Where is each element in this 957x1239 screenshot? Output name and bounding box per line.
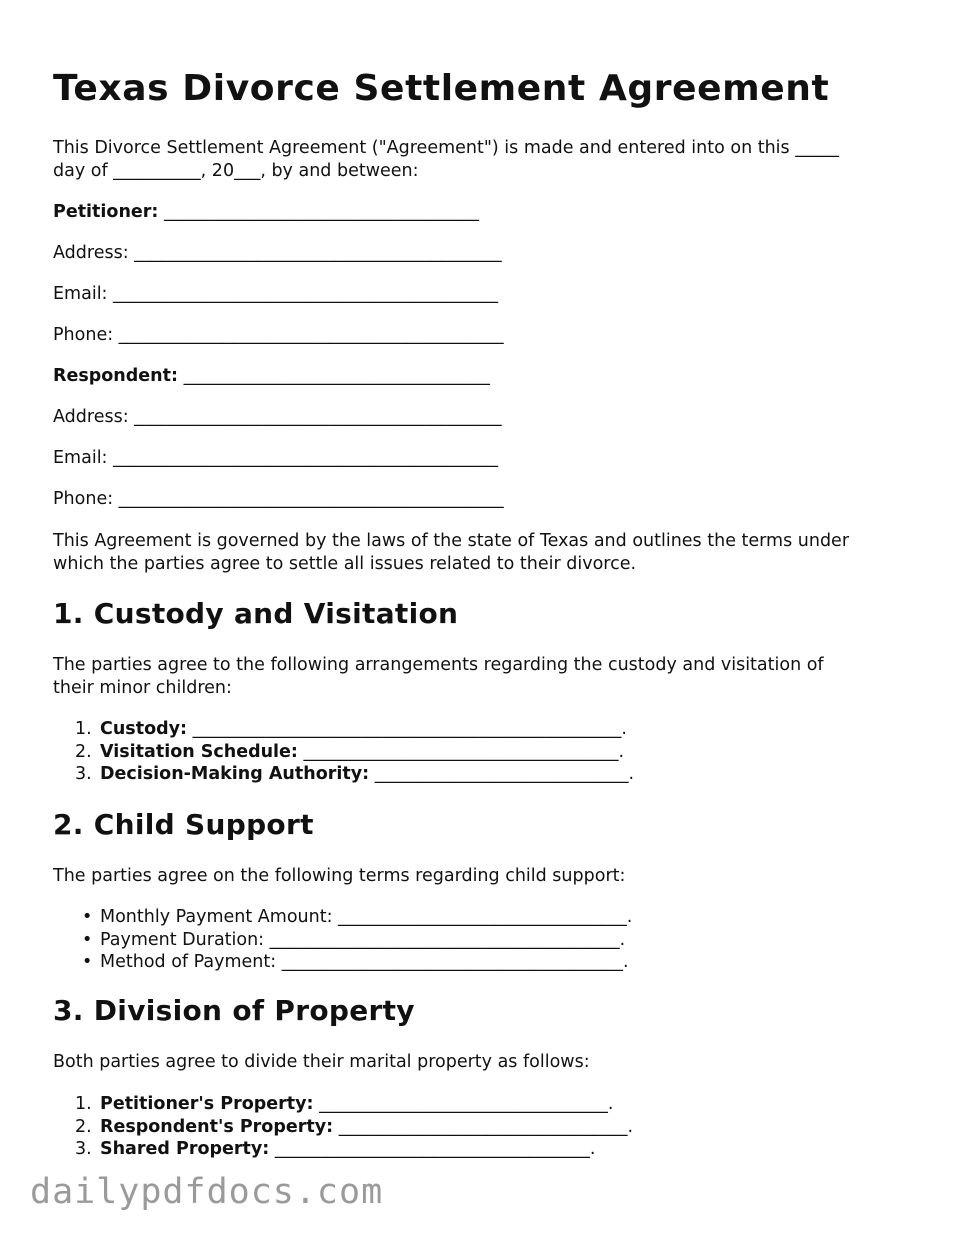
list-item: • Method of Payment: _______________________________________.	[82, 952, 629, 972]
petitioner-label: Petitioner:	[53, 202, 159, 222]
intro-line-2: day of __________, 20___, by and between:	[53, 161, 419, 181]
respondent-blank: ___________________________________	[183, 366, 490, 386]
petitioner-phone: Phone: ____________________________________________	[53, 325, 504, 345]
list-item: 3. Decision-Making Authority: _____________________________.	[75, 764, 635, 784]
petitioner-blank: ____________________________________	[163, 202, 479, 222]
list-item: 3. Shared Property: ____________________________________.	[75, 1139, 596, 1159]
petitioner-address: Address: __________________________________________	[53, 243, 502, 263]
list-item: 1. Custody: _________________________________________________.	[75, 719, 627, 739]
governing-line-1: This Agreement is governed by the laws of the state of Texas and outlines the terms under	[53, 531, 850, 551]
respondent-label: Respondent:	[53, 366, 178, 386]
watermark: dailypdfdocs.com	[30, 1172, 384, 1212]
list-item: 2. Respondent's Property: _________________________________.	[75, 1116, 634, 1137]
list-item: 2. Visitation Schedule: ____________________________________.	[75, 741, 625, 762]
property-list	[53, 1093, 633, 1161]
section1-text-1: The parties agree to the following arrangements regarding the custody and visitation of	[53, 655, 824, 675]
list-item: 1. Petitioner's Property: _________________________________.	[75, 1094, 614, 1114]
list-item: • Payment Duration: ________________________________________.	[82, 929, 626, 950]
section-heading-property: 3. Division of Property	[53, 994, 415, 1027]
section3-text-1: Both parties agree to divide their marital property as follows:	[53, 1052, 590, 1072]
section1-text-2: their minor children:	[53, 678, 232, 698]
governing-line-2: which the parties agree to settle all issues related to their divorce.	[53, 554, 637, 574]
respondent-address: Address: __________________________________________	[53, 407, 502, 427]
intro-line-1: This Divorce Settlement Agreement ("Agreement") is made and entered into on this _____	[53, 138, 839, 158]
section-heading-custody: 1. Custody and Visitation	[53, 597, 459, 630]
section-heading-child-support: 2. Child Support	[53, 808, 314, 841]
document-title: Texas Divorce Settlement Agreement	[53, 68, 830, 109]
respondent-email: Email: ____________________________________________	[53, 448, 499, 468]
child-support-list	[53, 906, 632, 974]
section2-text-1: The parties agree on the following terms regarding child support:	[53, 866, 626, 886]
respondent-phone: Phone: ____________________________________________	[53, 489, 504, 509]
list-item: • Monthly Payment Amount: _________________________________.	[82, 907, 633, 927]
respondent-field	[53, 365, 490, 388]
custody-list	[53, 718, 634, 786]
petitioner-field	[53, 201, 479, 224]
petitioner-email: Email: ____________________________________________	[53, 284, 499, 304]
